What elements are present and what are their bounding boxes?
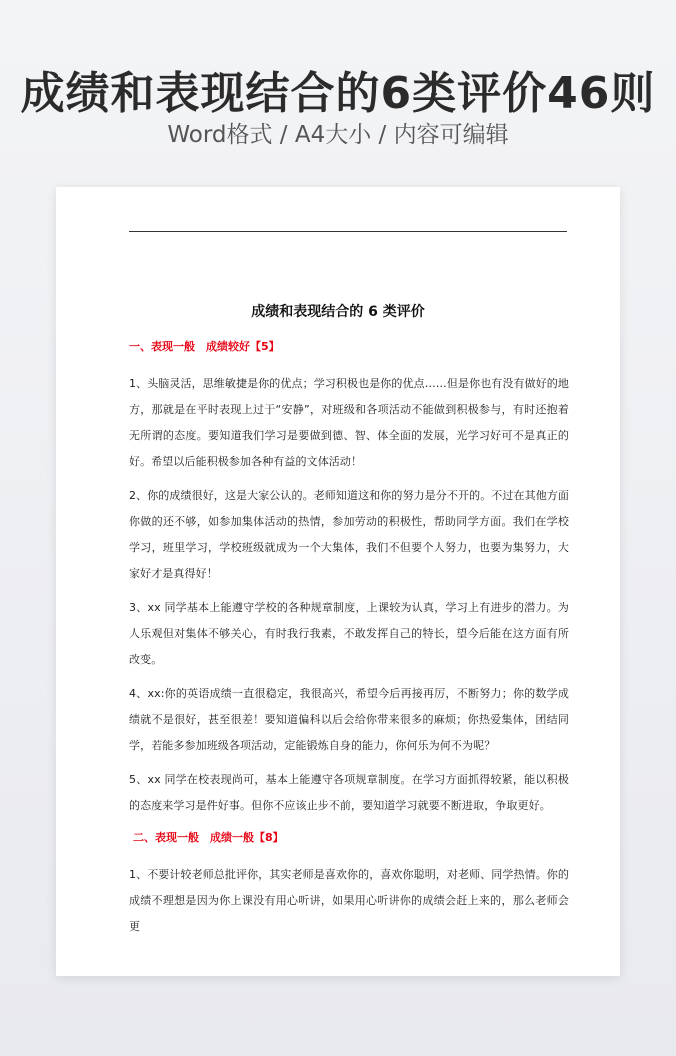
paragraph: 5、xx 同学在校表现尚可，基本上能遵守各项规章制度。在学习方面抓得较紧，能以积极的态度来学习是件好事。但你不应该止步不前，要知道学习就要不断进取，争取更好。: [129, 773, 569, 812]
document-title: 成绩和表现结合的 6 类评价: [251, 304, 425, 320]
section-heading-2: 二、表现一般 成绩一般【8】: [133, 831, 284, 844]
paragraph: 1、不要计较老师总批评你，其实老师是喜欢你的，喜欢你聪明，对老师、同学热情。你的成绩不理想是因为你上课没有用心听讲，如果用心听讲你的成绩会赶上来的，那么老师会更: [129, 868, 569, 933]
paragraph: 1、头脑灵活，思维敏捷是你的优点；学习积极也是你的优点……但是你也有没有做好的地方，那就是在平时表现上过于“安静”，对班级和各项活动不能做到积极参与，有时还抱着无所谓的态度。要知道我们学习是要做到德、智、体全面的发展，光学习好可不是真正的好。希望以后能积极参加各种有益的文体活动！: [129, 377, 569, 468]
header-divider: [129, 231, 567, 232]
paragraph: 3、xx 同学基本上能遵守学校的各种规章制度，上课较为认真，学习上有进步的潜力。为人乐观但对集体不够关心，有时我行我素，不敢发挥自己的特长，望今后能在这方面有所改变。: [129, 601, 569, 666]
banner-subtitle: Word格式 / A4大小 / 内容可编辑: [167, 122, 509, 148]
document-page: [56, 187, 620, 976]
paragraph: 4、xx:你的英语成绩一直很稳定，我很高兴，希望今后再接再厉，不断努力；你的数学成绩就不是很好，甚至很差！要知道偏科以后会给你带来很多的麻烦；你热爱集体，团结同学，若能多参加班级各项活动，定能锻炼自身的能力，你何乐为何不为呢？: [129, 687, 569, 752]
section-heading-1: 一、表现一般 成绩较好【5】: [129, 340, 280, 353]
paragraph: 2、你的成绩很好，这是大家公认的。老师知道这和你的努力是分不开的。不过在其他方面你做的还不够，如参加集体活动的热情，参加劳动的积极性，帮助同学方面。我们在学校学习，班里学习，学校班级就成为一个大集体，我们不但要个人努力，也要为集努力，大家好才是真得好！: [129, 489, 569, 580]
document-body: [129, 339, 569, 948]
banner-title: 成绩和表现结合的6类评价46则: [20, 68, 656, 119]
